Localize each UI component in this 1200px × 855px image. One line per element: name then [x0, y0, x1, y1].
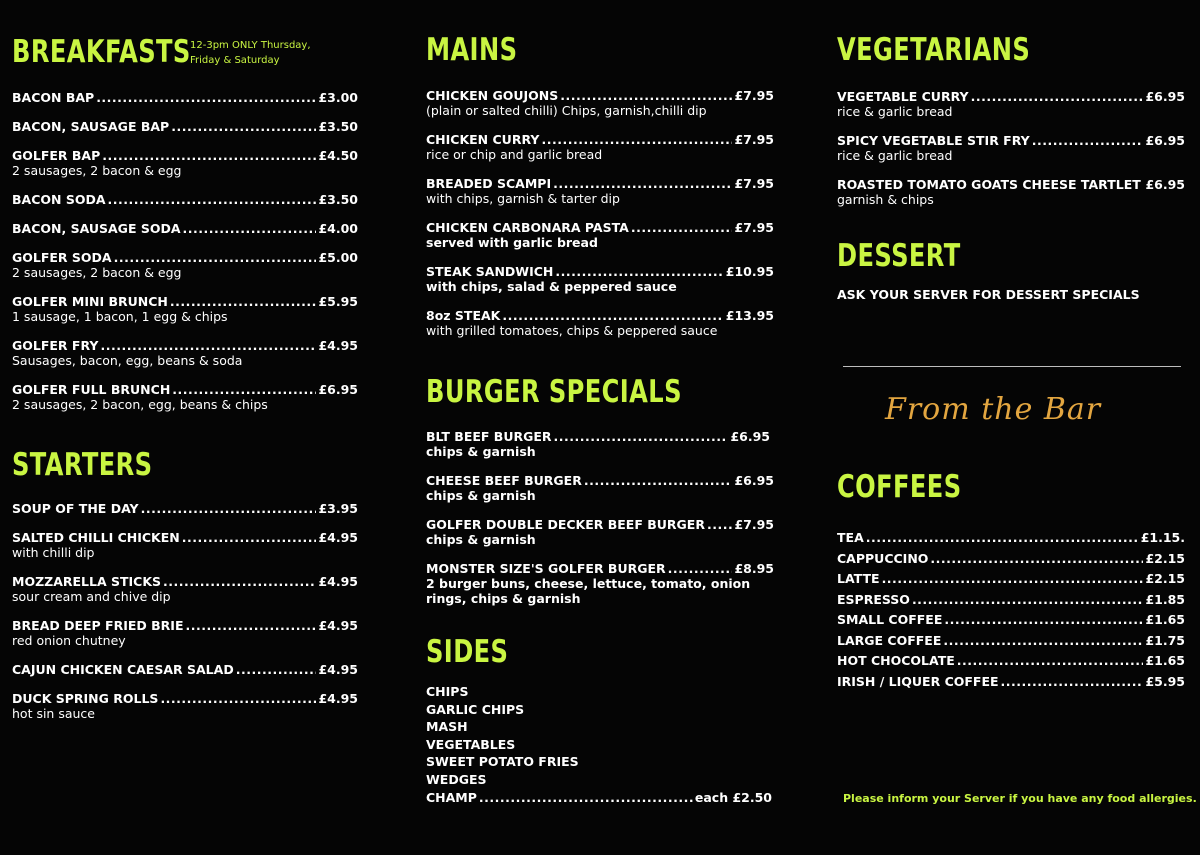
menu-item: 8oz STEAK ..... £13.95 with grilled tomatoes, chips & peppered sauce — [426, 308, 774, 338]
from-the-bar-title: From the Bar — [885, 392, 1102, 427]
menu-item: GOLFER BAP ..... £4.50 2 sausages, 2 bacon & egg — [12, 148, 358, 178]
menu-item: SOUP OF THE DAY ..... £3.95 — [12, 501, 358, 516]
side-item-last: CHAMP ..... each £2.50 — [426, 790, 772, 805]
menu-item: BLT BEEF BURGER ..... £6.95 chips & garnish — [426, 429, 770, 459]
coffees-heading: COFFEES — [837, 469, 962, 505]
menu-item: VEGETABLE CURRY ..... £6.95 rice & garlic bread — [837, 89, 1185, 119]
menu-item: SALTED CHILLI CHICKEN ..... £4.95 with chilli dip — [12, 530, 358, 560]
menu-item: DUCK SPRING ROLLS ..... £4.95 hot sin sauce — [12, 691, 358, 721]
allergy-notice: Please inform your Server if you have any food allergies. — [843, 792, 1197, 805]
column-middle — [426, 0, 774, 855]
vegetarians-heading: VEGETARIANS — [837, 32, 1031, 68]
dessert-heading: DESSERT — [837, 238, 961, 274]
menu-item: BACON, SAUSAGE SODA ..... £4.00 — [12, 221, 358, 236]
menu-item: CAPPUCCINO ..... £2.15 — [837, 551, 1185, 566]
dessert-text: ASK YOUR SERVER FOR DESSERT SPECIALS — [837, 287, 1140, 302]
breakfasts-heading: BREAKFASTS — [12, 34, 191, 70]
menu-item: ROASTED TOMATO GOATS CHEESE TARTLET ..... £6.95 garnish & chips — [837, 177, 1185, 207]
menu-item: GOLFER FULL BRUNCH ..... £6.95 2 sausages, 2 bacon, egg, beans & chips — [12, 382, 358, 412]
menu-item: MONSTER SIZE'S GOLFER BURGER ..... £8.95 2 burger buns, cheese, lettuce, tomato, onion rings, chips & garnish — [426, 561, 774, 606]
menu-item: SMALL COFFEE ..... £1.65 — [837, 612, 1185, 627]
menu-item: CHICKEN GOUJONS ..... £7.95 (plain or salted chilli) Chips, garnish,chilli dip — [426, 88, 774, 118]
menu-item: LARGE COFFEE ..... £1.75 — [837, 633, 1185, 648]
menu-item: LATTE ..... £2.15 — [837, 571, 1185, 586]
breakfasts-note: 12-3pm ONLY Thursday, Friday & Saturday — [190, 40, 311, 66]
menu-item: CHEESE BEEF BURGER ..... £6.95 chips & garnish — [426, 473, 774, 503]
column-right — [837, 0, 1197, 855]
sides-heading: SIDES — [426, 634, 509, 670]
menu-item: MOZZARELLA STICKS ..... £4.95 sour cream and chive dip — [12, 574, 358, 604]
section-divider — [843, 366, 1181, 367]
menu-item: GOLFER MINI BRUNCH ..... £5.95 1 sausage, 1 bacon, 1 egg & chips — [12, 294, 358, 324]
menu-item: GOLFER FRY ..... £4.95 Sausages, bacon, egg, beans & soda — [12, 338, 358, 368]
menu-item: CHICKEN CARBONARA PASTA ..... £7.95 served with garlic bread — [426, 220, 774, 250]
starters-heading: STARTERS — [12, 447, 153, 483]
burger-specials-heading: BURGER SPECIALS — [426, 374, 682, 410]
side-item: VEGETABLES — [426, 736, 516, 752]
menu-item: TEA ..... £1.15. — [837, 530, 1185, 545]
menu-item: STEAK SANDWICH ..... £10.95 with chips, salad & peppered sauce — [426, 264, 774, 294]
menu-item: IRISH / LIQUER COFFEE ..... £5.95 — [837, 674, 1185, 689]
menu-item: GOLFER SODA ..... £5.00 2 sausages, 2 bacon & egg — [12, 250, 358, 280]
menu-item: ESPRESSO ..... £1.85 — [837, 592, 1185, 607]
menu-item: BREAD DEEP FRIED BRIE ..... £4.95 red onion chutney — [12, 618, 358, 648]
column-left — [12, 0, 358, 855]
menu-item: BACON SODA ..... £3.50 — [12, 192, 358, 207]
side-item: MASH — [426, 719, 468, 734]
menu-item: GOLFER DOUBLE DECKER BEEF BURGER ..... £7.95 chips & garnish — [426, 517, 774, 547]
side-item: GARLIC CHIPS — [426, 701, 525, 717]
side-item: CHIPS — [426, 684, 469, 699]
side-item: WEDGES — [426, 771, 487, 787]
mains-heading: MAINS — [426, 32, 518, 68]
menu-item: SPICY VEGETABLE STIR FRY ..... £6.95 rice & garlic bread — [837, 133, 1185, 163]
menu-item: BACON, SAUSAGE BAP ..... £3.50 — [12, 119, 358, 134]
menu-item: CHICKEN CURRY ..... £7.95 rice or chip and garlic bread — [426, 132, 774, 162]
side-item: SWEET POTATO FRIES — [426, 754, 579, 769]
menu-item: BACON BAP ..... £3.00 — [12, 90, 358, 105]
menu-item: HOT CHOCOLATE ..... £1.65 — [837, 653, 1185, 668]
menu-item: BREADED SCAMPI ..... £7.95 with chips, garnish & tarter dip — [426, 176, 774, 206]
menu-item: CAJUN CHICKEN CAESAR SALAD ..... £4.95 — [12, 662, 358, 677]
